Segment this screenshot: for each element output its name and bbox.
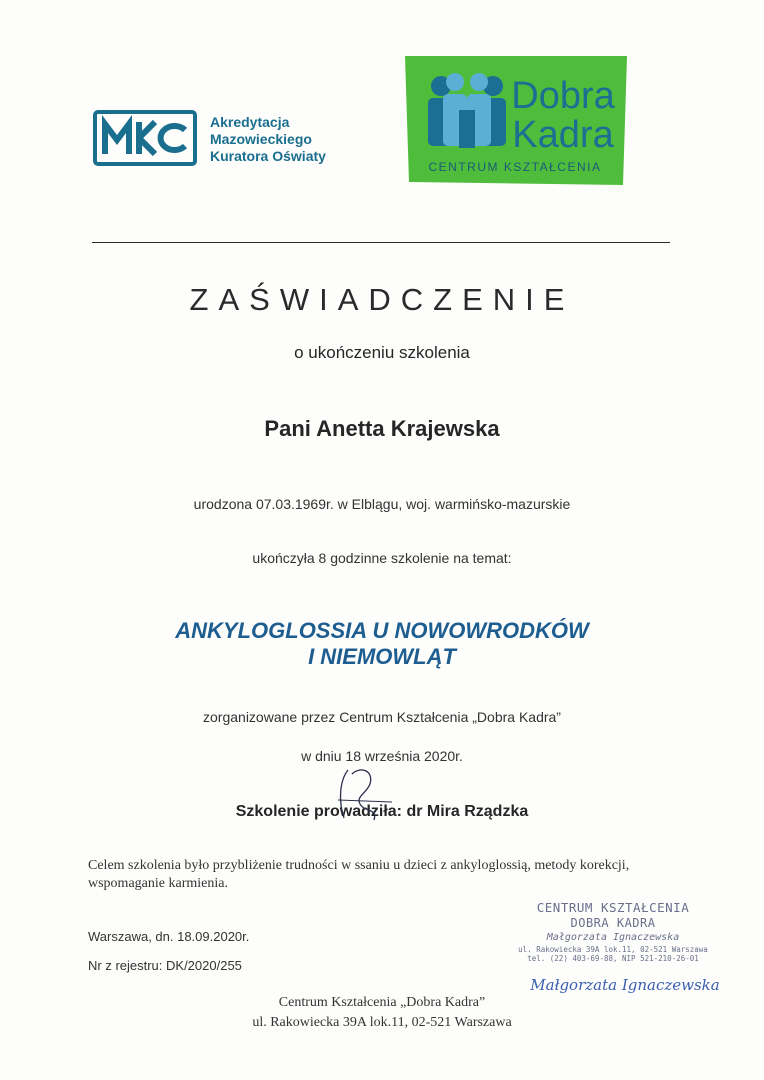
register-number: Nr z rejestru: DK/2020/255 [88,958,242,973]
stamp-line-5: tel. (22) 403-69-88, NIP 521-210-26-01 [527,954,699,963]
trainer-info: Szkolenie prowadziła: dr Mira Rządzka [235,803,529,820]
training-topic-line-1: ANKYLOGLOSSIA U NOWOWRODKÓW [175,618,589,643]
organizer-statement: zorganizowane przez Centrum Kształcenia „Dobra Kadra” [203,709,561,725]
stamp-line-3: Małgorzata Ignaczewska [546,932,680,943]
dobra-kadra-logo [401,54,629,187]
training-purpose: Celem szkolenia było przybliżenie trudności w ssaniu u dzieci z ankyloglossią, metody korekcji, wspomaganie karmienia. [88,858,630,891]
birth-info: urodzona 07.03.1969r. w Elblągu, woj. warmińsko-mazurskie [193,496,571,512]
training-date: w dniu 18 września 2020r. [301,748,463,764]
stamp-line-4: ul. Rakowiecka 39A lok.11, 02-521 Warszawa [518,945,708,954]
completion-statement: ukończyła 8 godzinne szkolenie na temat: [252,550,512,566]
organization-stamp [508,900,718,963]
footer-address: ul. Rakowiecka 39A lok.11, 02-521 Warszawa [252,1015,512,1030]
mko-accreditation-text [210,114,326,165]
recipient-name: Pani Anetta Krajewska [264,416,500,441]
dk-tagline: CENTRUM KSZTAŁCENIA [428,160,602,174]
director-signature [525,968,725,998]
stamp-line-2: DOBRA KADRA [570,916,656,930]
svg-text:Małgorzata Ignaczewska: Małgorzata Ignaczewska [530,976,720,994]
training-topic-line-2: I NIEMOWLĄT [308,644,456,669]
mko-text-line-1: Akredytacja [210,114,290,130]
stamp-line-1: CENTRUM KSZTAŁCENIA [536,900,690,915]
dk-name-1: Dobra [511,75,615,117]
mko-logo [93,110,197,166]
footer-organization: Centrum Kształcenia „Dobra Kadra” [278,995,486,1010]
place-and-date: Warszawa, dn. 18.09.2020r. [88,929,250,944]
mko-text-line-2: Mazowieckiego [210,131,312,147]
header-divider [92,242,670,243]
certificate-title: ZAŚWIADCZENIE [189,282,575,317]
dk-name-2: Kadra [512,114,614,156]
mko-text-line-3: Kuratora Oświaty [210,148,326,164]
certificate-subtitle: o ukończeniu szkolenia [294,343,470,362]
trainer-signature [330,760,400,830]
